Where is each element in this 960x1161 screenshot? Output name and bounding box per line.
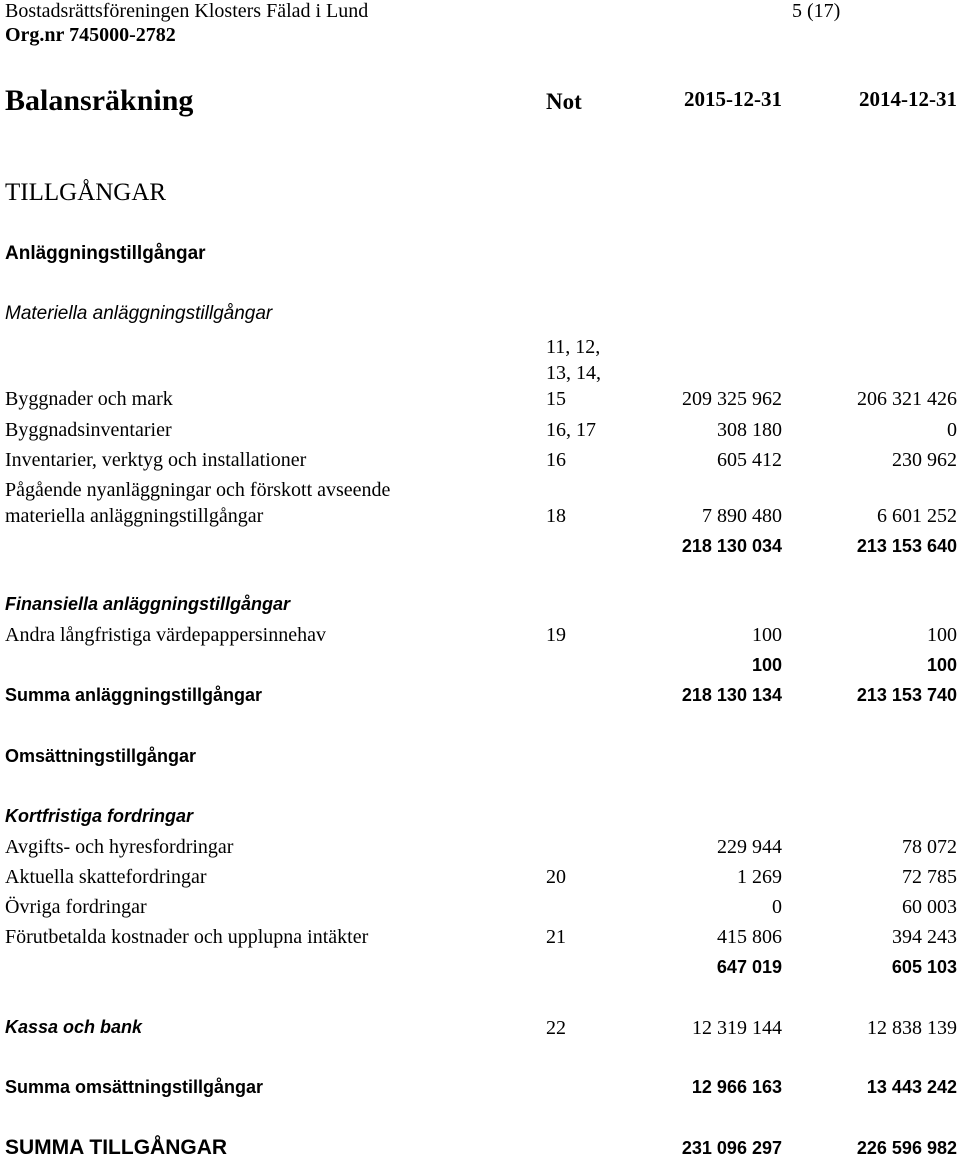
section-anlaggningstillgangar: Anläggningstillgångar xyxy=(5,243,206,264)
value-2015-pagaende: 7 890 480 xyxy=(702,505,782,527)
total-2015-anlaggning: 218 130 134 xyxy=(681,685,782,705)
value-2015-byggnader: 209 325 962 xyxy=(682,388,782,410)
column-header-2015: 2015-12-31 xyxy=(684,87,782,111)
row-label-summa-tillgangar: SUMMA TILLGÅNGAR xyxy=(5,1136,228,1159)
row-label-andra-langfristiga: Andra långfristiga värdepappersinnehav xyxy=(5,624,326,646)
column-header-2014: 2014-12-31 xyxy=(859,87,957,111)
grand-total-2014: 226 596 982 xyxy=(856,1138,957,1158)
subtotal-2014-finansiella: 100 xyxy=(926,655,957,675)
row-label-byggnader: Byggnader och mark xyxy=(5,388,173,410)
organization-name: Bostadsrättsföreningen Klosters Fälad i Lund xyxy=(5,0,369,22)
value-2015-forutbetalda: 415 806 xyxy=(717,926,782,948)
subtotal-2015-finansiella: 100 xyxy=(751,655,782,675)
row-label-summa-omsattning: Summa omsättningstillgångar xyxy=(5,1077,264,1097)
note-andra-langfristiga: 19 xyxy=(546,624,566,646)
note-column-header: Not xyxy=(546,89,582,114)
total-2015-omsattning: 12 966 163 xyxy=(691,1077,782,1097)
note-forutbetalda: 21 xyxy=(546,926,566,948)
row-label-avgifts: Avgifts- och hyresfordringar xyxy=(5,836,234,858)
note-inventarier: 16 xyxy=(546,449,566,471)
row-label-pagaende-line1: Pågående nyanläggningar och förskott avseende xyxy=(5,479,391,501)
row-label-forutbetalda: Förutbetalda kostnader och upplupna intäkter xyxy=(5,926,369,948)
note-byggnader-line2: 13, 14, xyxy=(546,362,601,384)
value-2014-skattefordringar: 72 785 xyxy=(902,866,957,888)
value-2014-byggnadsinventarier: 0 xyxy=(947,419,957,441)
total-2014-omsattning: 13 443 242 xyxy=(866,1077,957,1097)
row-label-summa-anlaggning: Summa anläggningstillgångar xyxy=(5,685,263,705)
row-label-kassa: Kassa och bank xyxy=(5,1017,143,1037)
note-pagaende: 18 xyxy=(546,505,566,527)
grand-total-2015: 231 096 297 xyxy=(681,1138,782,1158)
page-title: Balansräkning xyxy=(5,84,194,117)
value-2015-byggnadsinventarier: 308 180 xyxy=(717,419,782,441)
value-2014-kassa: 12 838 139 xyxy=(867,1017,957,1039)
value-2015-andra-langfristiga: 100 xyxy=(752,624,782,646)
value-2014-andra-langfristiga: 100 xyxy=(927,624,957,646)
section-kortfristiga: Kortfristiga fordringar xyxy=(5,806,194,826)
value-2015-kassa: 12 319 144 xyxy=(692,1017,782,1039)
value-2015-avgifts: 229 944 xyxy=(717,836,782,858)
value-2014-pagaende: 6 601 252 xyxy=(877,505,957,527)
value-2015-skattefordringar: 1 269 xyxy=(737,866,782,888)
note-kassa: 22 xyxy=(546,1017,566,1039)
row-label-pagaende-line2: materiella anläggningstillgångar xyxy=(5,505,264,527)
value-2015-ovriga: 0 xyxy=(772,896,782,918)
row-label-ovriga: Övriga fordringar xyxy=(5,896,147,918)
note-byggnader-line1: 11, 12, xyxy=(546,336,601,358)
row-label-skattefordringar: Aktuella skattefordringar xyxy=(5,866,207,888)
value-2014-byggnader: 206 321 426 xyxy=(857,388,957,410)
value-2014-ovriga: 60 003 xyxy=(902,896,957,918)
note-byggnader-line3: 15 xyxy=(546,388,566,410)
value-2014-inventarier: 230 962 xyxy=(892,449,957,471)
note-byggnadsinventarier: 16, 17 xyxy=(546,419,596,441)
row-label-inventarier: Inventarier, verktyg och installationer xyxy=(5,449,307,471)
subtotal-2014-kortfristiga: 605 103 xyxy=(891,957,957,977)
value-2014-avgifts: 78 072 xyxy=(902,836,957,858)
value-2015-inventarier: 605 412 xyxy=(717,449,782,471)
section-tillgangar: TILLGÅNGAR xyxy=(5,179,167,206)
value-2014-forutbetalda: 394 243 xyxy=(892,926,957,948)
total-2014-anlaggning: 213 153 740 xyxy=(856,685,957,705)
subtotal-2014-materiella: 213 153 640 xyxy=(856,536,957,556)
organization-number: Org.nr 745000-2782 xyxy=(5,24,176,46)
section-materiella: Materiella anläggningstillgångar xyxy=(5,303,273,324)
page-number: 5 (17) xyxy=(792,0,841,22)
subtotal-2015-kortfristiga: 647 019 xyxy=(716,957,782,977)
row-label-byggnadsinventarier: Byggnadsinventarier xyxy=(5,419,172,441)
subtotal-2015-materiella: 218 130 034 xyxy=(681,536,782,556)
section-finansiella: Finansiella anläggningstillgångar xyxy=(5,594,291,614)
note-skattefordringar: 20 xyxy=(546,866,566,888)
section-omsattningstillgangar: Omsättningstillgångar xyxy=(5,746,197,766)
